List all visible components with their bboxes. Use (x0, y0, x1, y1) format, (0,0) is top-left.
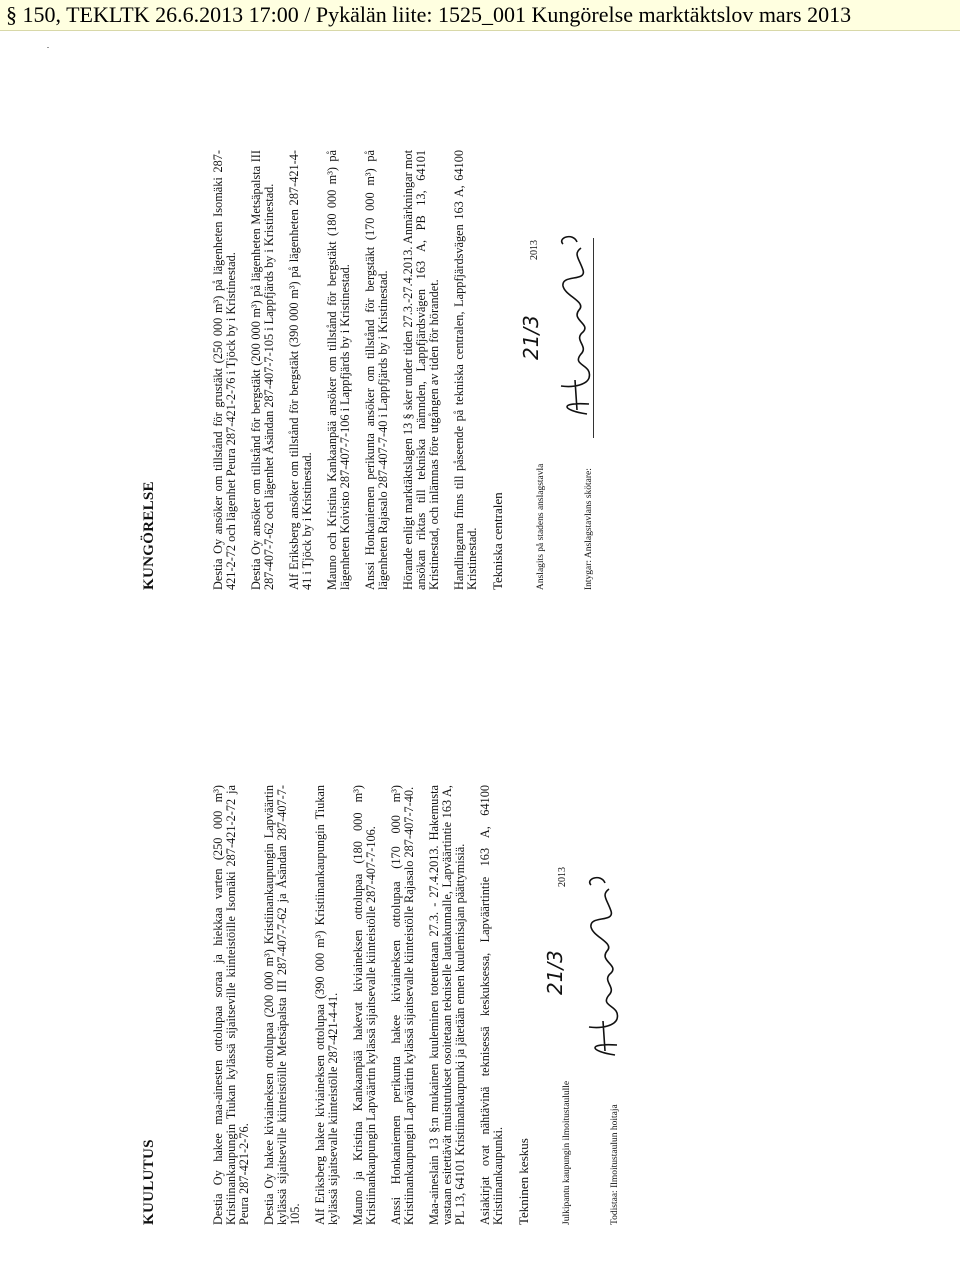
paragraph-sv-4: Mauno och Kristina Kankaanpää ansöker om tillstånd för bergstäkt (180 000 m³) på lägenheten Koivisto 287-407-7-106 i Lappfjärds by i Kristinestad. (325, 150, 352, 590)
scan-speck (47, 47, 49, 48)
paragraph-sv-3: Alf Eriksberg ansöker om tillstånd för bergstäkt (390 000 m³) på lägenheten 287-421-4-41 i Tjöck by i Kristinestad. (287, 150, 314, 590)
witness-row-fi (579, 785, 627, 1225)
posted-date-sv: 21/3 (519, 315, 543, 360)
posted-date-fi: 21/3 (543, 950, 567, 995)
posted-row-sv (505, 150, 553, 590)
paragraph-fi-6: Maa-aineslain 13 §:n mukainen kuuleminen toteutetaan 27.3. - 27.4.2013. Hakemusta vastaan esitettävät muistutukset osoitetaan tekniselle lautakunnalle, Lapväärtintie 163 A, PL 13, 64101 Kristiinankaupunki ja jätetään ennen kuulemisajan päättymisiä. (427, 785, 467, 1225)
notice-body-sv (212, 150, 601, 590)
notice-title-fi: KUULUTUS (141, 1139, 157, 1225)
paragraph-sv-1: Destia Oy ansöker om tillstånd för grustäkt (250 000 m³) på lägenheten Isomäki 287-421-2-72 och lägenhet Peura 287-421-2-76 i Tjöck by i Kristinestad. (211, 150, 238, 590)
notice-body-fi (212, 785, 627, 1225)
posted-label-fi: Julkipantu kaupungin ilmoitustaululle (562, 1080, 572, 1225)
witness-label-fi: Todistaa: Ilmoitustaulun hoitaja (610, 1104, 620, 1225)
paragraph-fi-5: Anssi Honkaniemen perikunta hakee kiviaineksen ottolupaa (170 000 m³) Kristiinankaupungin Lapväärtin kylässä sijaitsevalle kiinteistölle Rajasalo 287-407-7-40. (389, 785, 416, 1225)
paragraph-sv-6: Hörande enligt marktäktslagen 13 § sker under tiden 27.3.-27.4.2013. Anmärkningar mot ansökan riktas till tekniska nämnden, Lappfjärdsvägen 163 A, PB 13, 64101 Kristinestad, och inlämnas före utgången av tiden för hörandet. (401, 150, 441, 590)
department-sv: Tekniska centralen (490, 492, 505, 590)
posted-year-fi: 2013 (557, 867, 568, 887)
witness-row-sv (553, 150, 601, 590)
paragraph-fi-4: Mauno ja Kristina Kankaanpää hakevat kiviaineksen ottolupaa (180 000 m³) Kristiinankaupungin Lapväärtin kylässä sijaitsevalle kiinteistölle 287-407-7-106. (351, 785, 378, 1225)
signature-sv (553, 224, 599, 424)
paragraph-sv-7: Handlingarna finns till påseende på tekniska centralen, Lappfjärdsvägen 163 A, 64100 Kristinestad. (452, 150, 479, 590)
paragraph-sv-5: Anssi Honkaniemen perikunta ansöker om tillstånd för bergstäkt (170 000 m³) på lägenheten Rajasalo 287-407-7-40 i Lappfjärds by i Kristinestad. (363, 150, 390, 590)
paragraph-fi-2: Destia Oy hakee kiviaineksen ottolupaa (200 000 m³) Kristiinankaupungin Lapväärtin kylässä sijaitseville kiinteistöille Metsäpalsta III 287-407-7-62 ja Åsändan 287-407-7-105. (262, 785, 302, 1225)
posted-label-sv: Anslagits på stadens anslagstavla (536, 463, 546, 590)
department-fi: Tekninen keskus (516, 1138, 531, 1225)
paragraph-fi-1: Destia Oy hakee maa-ainesten ottolupaa soraa ja hiekkaa varten (250 000 m³) Kristiinankaupungin Tiukan kylässä sijaitseville kiinteistöille Isomäki 287-421-2-72 ja Peura 287-421-2-76. (211, 785, 251, 1225)
posted-row-fi (531, 785, 579, 1225)
header-bar (0, 0, 960, 31)
paragraph-fi-3: Alf Eriksberg hakee kiviaineksen ottolupaa (390 000 m³) Kristiinankaupungin Tiukan kylässä sijaitsevalle kiinteistölle 287-421-4-41. (313, 785, 340, 1225)
signature-fi (581, 865, 627, 1065)
paragraph-sv-2: Destia Oy ansöker om tillstånd för bergstäkt (200 000 m³) på lägenheten Metsäpalsta III 287-407-7-62 och lägenhet Åsändan 287-407-7-105 i Lappfjärds by i Kristinestad. (249, 150, 276, 590)
swedish-notice (140, 150, 740, 590)
notice-title-sv: KUNGÖRELSE (141, 481, 157, 590)
witness-label-sv: Intygar: Anslagstavlans skötare: (584, 468, 594, 590)
finnish-notice (140, 785, 740, 1225)
posted-year-sv: 2013 (529, 240, 540, 260)
document-header: § 150, TEKLTK 26.6.2013 17:00 / Pykälän liite: 1525_001 Kungörelse marktäktslov mars 2013 (6, 2, 852, 27)
paragraph-fi-7: Asiakirjat ovat nähtävinä teknisessä keskuksessa, Lapväärtintie 163 A, 64100 Kristiinankaupunki. (478, 785, 505, 1225)
